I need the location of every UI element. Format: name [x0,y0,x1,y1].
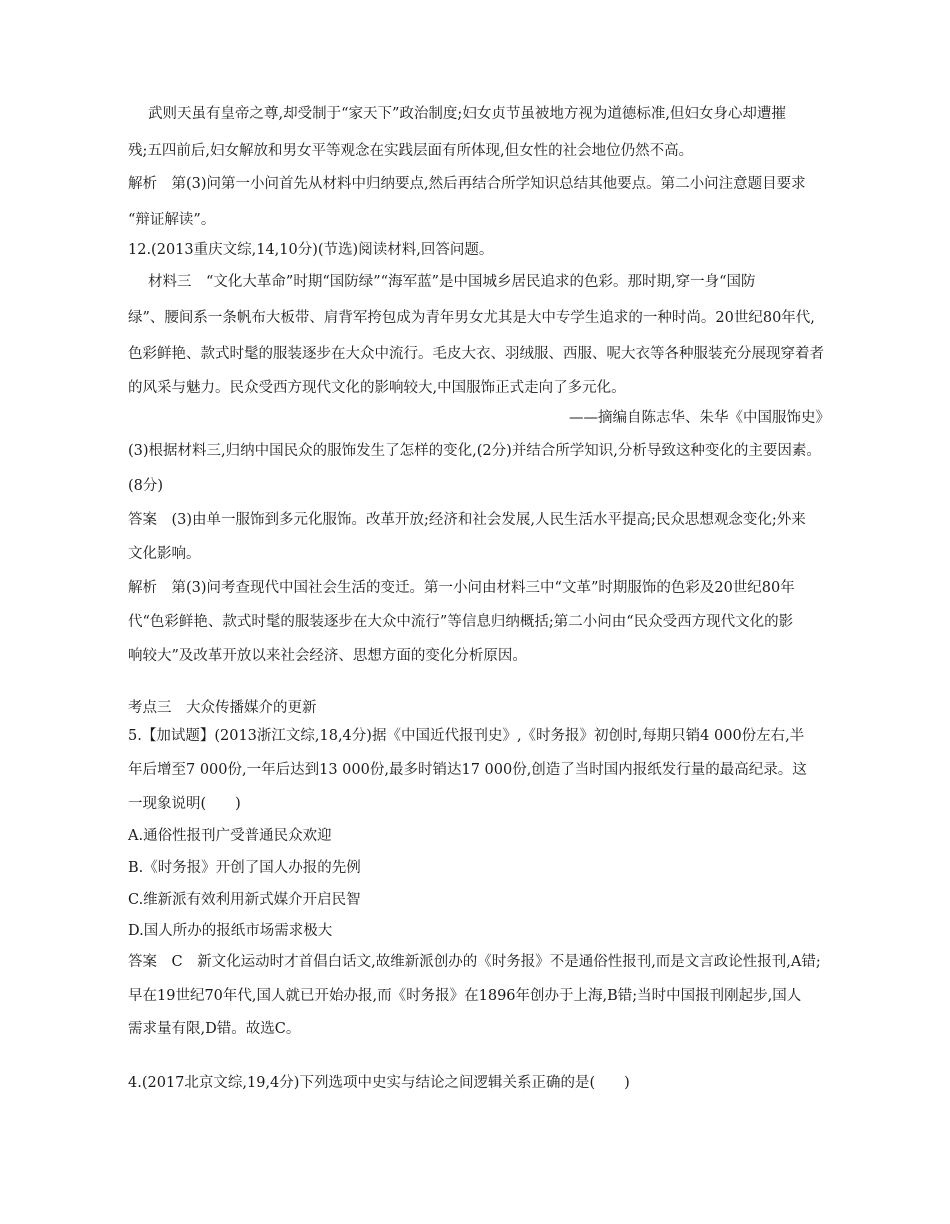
option-c: C.维新派有效利用新式媒介开启民智 [128,892,361,908]
section-heading: 考点三 大众传播媒介的更新 [128,700,317,716]
analysis-12-line-1: 解析 第(3)问考查现代中国社会生活的变迁。第一小问由材料三中“文革”时期服饰的色彩及20世纪80年 [128,580,795,596]
answer-5-line-3: 需求量有限,D错。故选C。 [128,1021,301,1037]
option-d: D.国人所办的报纸市场需求极大 [128,923,333,939]
analysis-12-line-2: 代“色彩鲜艳、款式时髦的服装逐步在大众中流行”等信息归纳概括;第二小问由“民众受西方现代文化的影 [128,614,794,630]
question-5-line-1: 5.【加试题】(2013浙江文综,18,4分)据《中国近代报刊史》,《时务报》初创时,每期只销4 000份左右,半 [128,728,805,744]
material-line-4: 的风采与魅力。民众受西方现代文化的影响较大,中国服饰正式走向了多元化。 [128,380,626,396]
question-5-line-2: 年后增至7 000份,一年后达到13 000份,最多时销达17 000份,创造了当时国内报纸发行量的最高纪录。这 [128,762,807,778]
answer-12-line-2: 文化影响。 [128,546,201,562]
question-12-3: (3)根据材料三,归纳中国民众的服饰发生了怎样的变化,(2分)并结合所学知识,分析导致这种变化的主要因素。 [128,443,821,459]
question-5-line-3: 一现象说明( ) [128,796,241,812]
material-line-1: 材料三 “文化大革命”时期“国防绿”“海军蓝”是中国城乡居民追求的色彩。那时期,穿一身“国防 [148,274,756,290]
answer-12-line-1: 答案 (3)由单一服饰到多元化服饰。改革开放;经济和社会发展,人民生活水平提高;民众思想观念变化;外来 [128,512,806,528]
answer-line-2: 残;五四前后,妇女解放和男女平等观念在实践层面有所体现,但女性的社会地位仍然不高。 [128,143,694,159]
analysis-12-line-3: 响较大”及改革开放以来社会经济、思想方面的变化分析原因。 [128,648,527,664]
answer-line-1: 武则天虽有皇帝之尊,却受制于“家天下”政治制度;妇女贞节虽被地方视为道德标准,但妇女身心却遭摧 [148,106,786,122]
analysis-line-2: “辩证解读”。 [128,212,216,228]
option-a: A.通俗性报刊广受普通民众欢迎 [128,828,332,844]
question-12-heading: 12.(2013重庆文综,14,10分)(节选)阅读材料,回答问题。 [128,242,494,258]
material-line-3: 色彩鲜艳、款式时髦的服装逐步在大众中流行。毛皮大衣、羽绒服、西服、呢大衣等各种服装充分展现穿着者 [128,346,824,362]
analysis-line-1: 解析 第(3)问第一小问首先从材料中归纳要点,然后再结合所学知识总结其他要点。第二小问注意题目要求 [128,176,806,192]
answer-5-line-1: 答案 C 新文化运动时才首倡白话文,故维新派创办的《时务报》不是通俗性报刊,而是文言政论性报刊,A错; [128,954,821,970]
answer-5-line-2: 早在19世纪70年代,国人就已开始办报,而《时务报》在1896年创办于上海,B错;当时中国报刊刚起步,国人 [128,988,802,1004]
question-12-3-score: (8分) [128,478,164,494]
material-source: ——摘编自陈志华、朱华《中国服饰史》 [569,410,830,426]
material-line-2: 绿”、腰间系一条帆布大板带、肩背军挎包成为青年男女尤其是大中专学生追求的一种时尚。20世纪80年代, [128,310,815,326]
option-b: B.《时务报》开创了国人办报的先例 [128,860,361,876]
question-4-heading: 4.(2017北京文综,19,4分)下列选项中史实与结论之间逻辑关系正确的是( ) [128,1075,630,1091]
